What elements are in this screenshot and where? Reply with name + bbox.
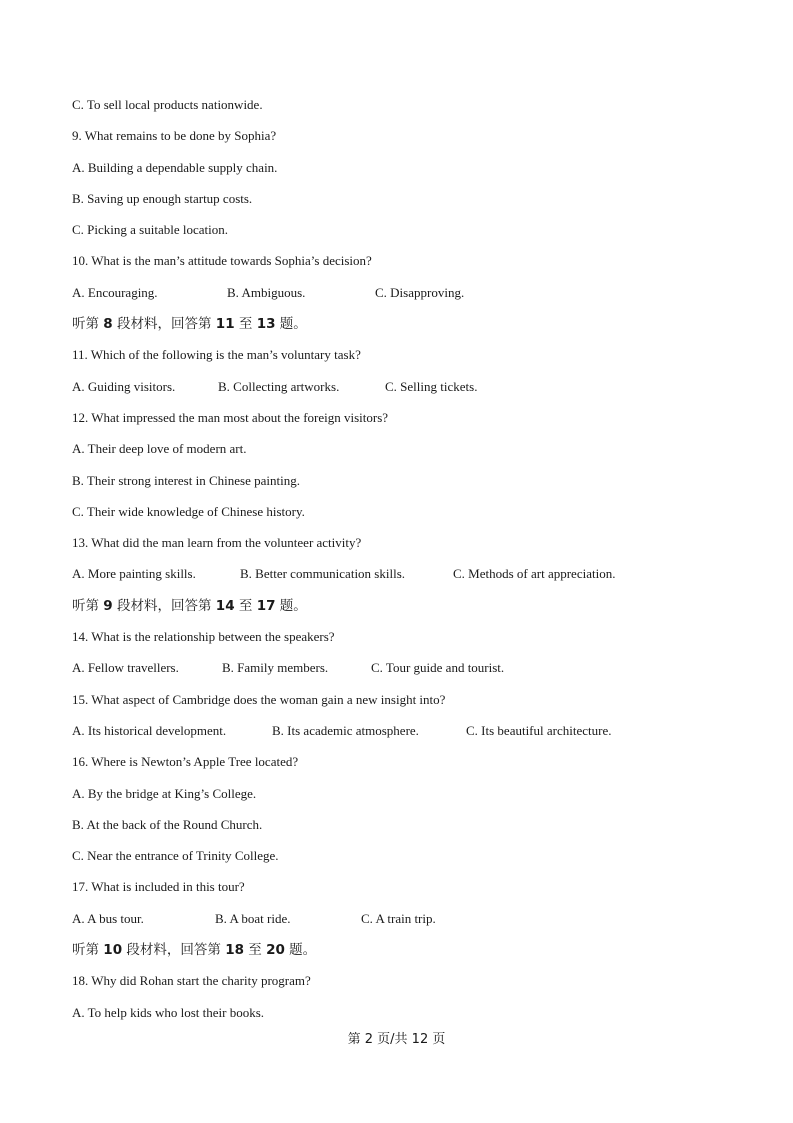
q17-question: 17. What is included in this tour? <box>72 879 245 895</box>
q14-question: 14. What is the relationship between the speakers? <box>72 629 335 645</box>
q13-option-a: A. More painting skills. <box>72 566 196 582</box>
section-header-9 <box>72 597 732 628</box>
q17-options <box>72 910 732 941</box>
q10-option-a: A. Encouraging. <box>72 284 158 300</box>
q18-question: 18. Why did Rohan start the charity program? <box>72 973 311 989</box>
section-8-prefix: 听第 <box>72 316 104 333</box>
section-10-to: 至 <box>243 942 267 959</box>
q10-question: 10. What is the man’s attitude towards Sophia’s decision? <box>72 253 372 269</box>
section-8-suffix: 题。 <box>275 316 307 333</box>
q17-option-a: A. A bus tour. <box>72 910 144 926</box>
section-8-end-question: 13 <box>256 316 276 333</box>
q11-option-a: A. Guiding visitors. <box>72 378 176 394</box>
q10-option-c: C. Disapproving. <box>375 284 465 300</box>
q13-option-b: B. Better communication skills. <box>240 566 406 582</box>
q14-options <box>72 659 732 690</box>
section-8-middle: 段材料，回答第 <box>112 316 216 333</box>
q11-option-c: C. Selling tickets. <box>385 378 478 394</box>
q14-option-a: A. Fellow travellers. <box>72 660 179 676</box>
section-10-prefix: 听第 <box>72 942 104 959</box>
q10-option-b: B. Ambiguous. <box>227 284 306 300</box>
q14-option-b: B. Family members. <box>222 660 329 676</box>
page-footer: 第 2 页/共 12 页 <box>347 1032 446 1047</box>
page-content <box>72 96 732 1035</box>
section-9-prefix: 听第 <box>72 597 104 614</box>
q15-option-b: B. Its academic atmosphere. <box>272 722 419 738</box>
q18-option-a: A. To help kids who lost their books. <box>72 1004 265 1020</box>
q11-option-b: B. Collecting artworks. <box>218 378 340 394</box>
q16-option-c: C. Near the entrance of Trinity College. <box>72 848 279 864</box>
section-10-end-question: 20 <box>266 942 285 959</box>
q11-question: 11. Which of the following is the man’s voluntary task? <box>72 347 361 363</box>
section-10-suffix: 题。 <box>284 942 317 959</box>
q13-options <box>72 565 732 596</box>
section-10-material-number: 10 <box>103 942 123 959</box>
q16-option-a: A. By the bridge at King’s College. <box>72 785 257 801</box>
q15-question: 15. What aspect of Cambridge does the woman gain a new insight into? <box>72 691 446 707</box>
section-9-material-number: 9 <box>103 597 113 614</box>
section-9-suffix: 题。 <box>275 597 307 614</box>
section-8-start-question: 11 <box>215 316 235 333</box>
q9-question: 9. What remains to be done by Sophia? <box>72 128 277 144</box>
section-header-10 <box>72 941 732 972</box>
q17-option-c: C. A train trip. <box>361 910 436 926</box>
section-9-end-question: 17 <box>256 597 276 614</box>
q16-question: 16. Where is Newton’s Apple Tree located? <box>72 754 299 770</box>
q14-option-c: C. Tour guide and tourist. <box>371 660 505 676</box>
section-8-to: 至 <box>234 316 257 333</box>
section-10-middle: 段材料，回答第 <box>122 942 226 959</box>
q9-option-b: B. Saving up enough startup costs. <box>72 190 253 206</box>
section-9-to: 至 <box>234 597 257 614</box>
q16-option-b: B. At the back of the Round Church. <box>72 816 263 832</box>
section-8-material-number: 8 <box>103 316 113 333</box>
q17-option-b: B. A boat ride. <box>215 910 291 926</box>
q13-option-c: C. Methods of art appreciation. <box>453 566 616 582</box>
section-9-middle: 段材料，回答第 <box>112 597 216 614</box>
q15-options <box>72 722 732 753</box>
q12-option-c: C. Their wide knowledge of Chinese history. <box>72 503 305 519</box>
q10-options <box>72 284 732 315</box>
section-header-8 <box>72 315 732 346</box>
q12-question: 12. What impressed the man most about the foreign visitors? <box>72 409 389 425</box>
q12-option-a: A. Their deep love of modern art. <box>72 441 247 457</box>
q12-option-b: B. Their strong interest in Chinese painting. <box>72 472 300 488</box>
q15-option-c: C. Its beautiful architecture. <box>466 722 612 738</box>
section-10-start-question: 18 <box>225 942 244 959</box>
q13-question: 13. What did the man learn from the volunteer activity? <box>72 535 362 551</box>
q15-option-a: A. Its historical development. <box>72 722 227 738</box>
q9-option-c: C. Picking a suitable location. <box>72 222 228 238</box>
q11-options <box>72 378 732 409</box>
q8-option-c: C. To sell local products nationwide. <box>72 97 263 112</box>
q9-option-a: A. Building a dependable supply chain. <box>72 159 278 175</box>
section-9-start-question: 14 <box>215 597 235 614</box>
